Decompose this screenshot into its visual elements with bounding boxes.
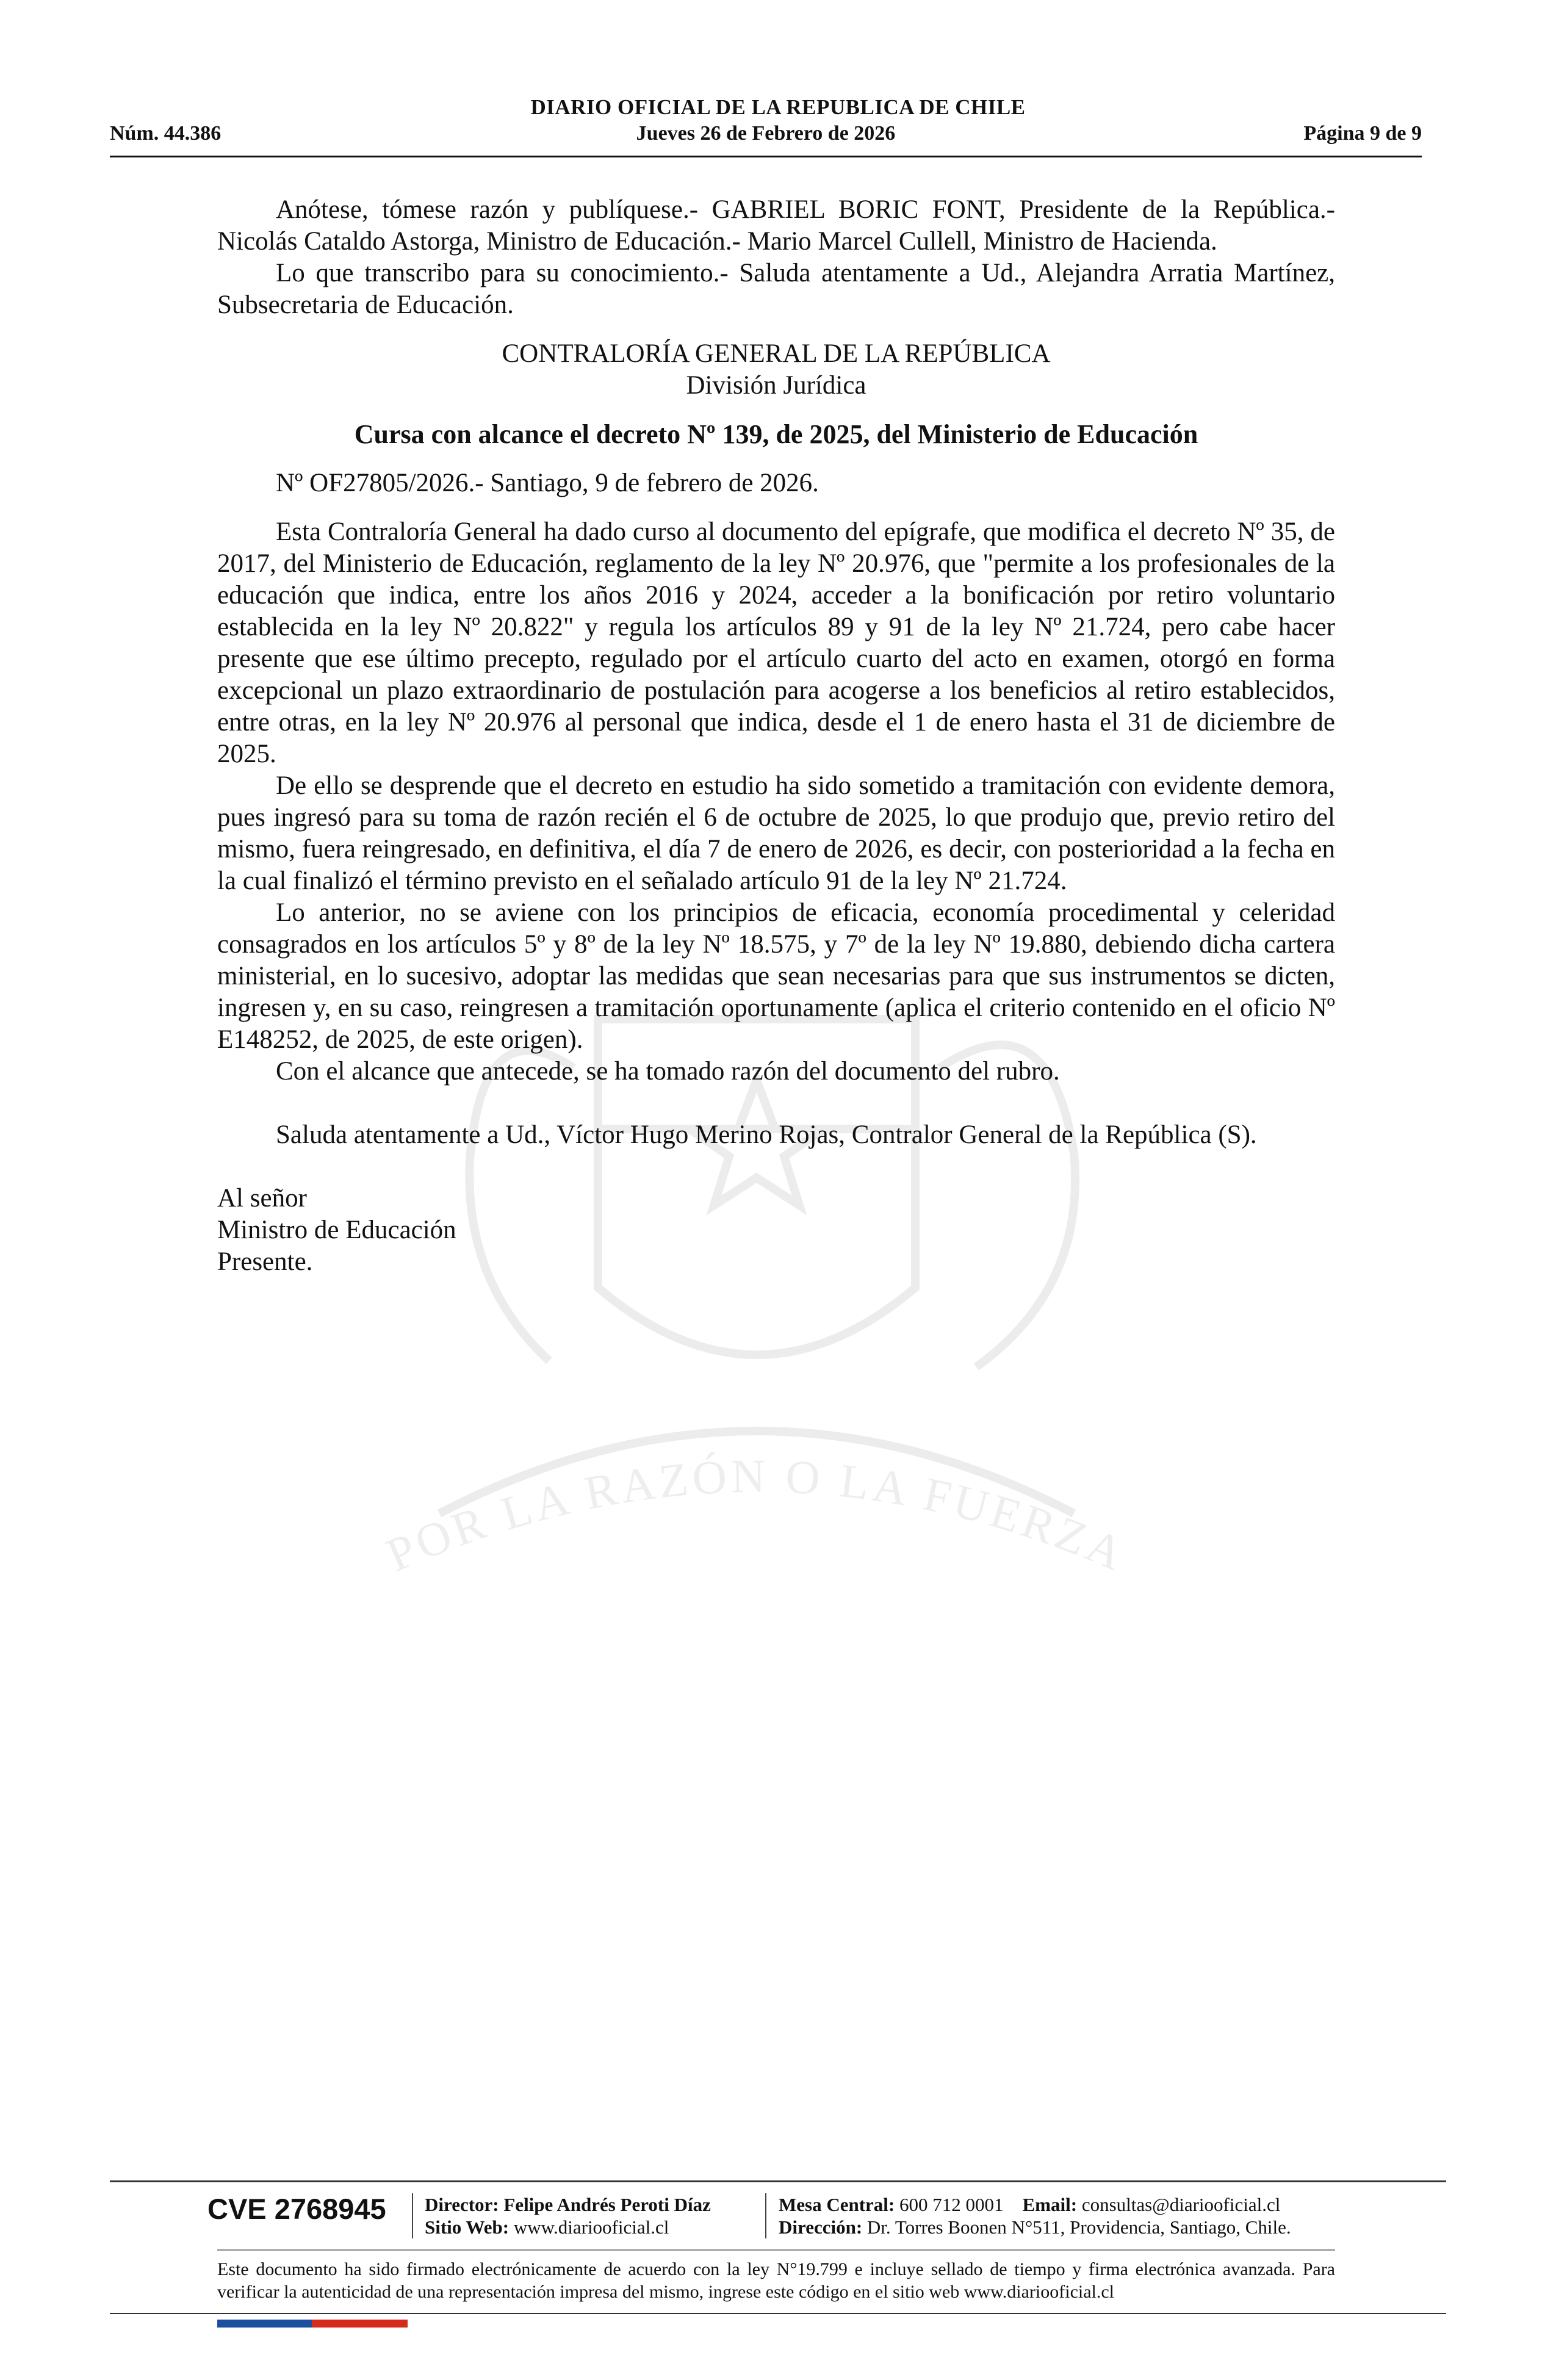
phone-value: 600 712 0001 [899, 2194, 1004, 2215]
paragraph-closing: Saluda atentamente a Ud., Víctor Hugo Merino Rojas, Contralor General de la República (S). [276, 1120, 1257, 1149]
footer-divider-mid [217, 2249, 1335, 2251]
paragraph-signatories: Anótese, tómese razón y publíquese.- GABRIEL BORIC FONT, Presidente de la República.- Nicolás Cataldo Astorga, Ministro de Educación.- Mario Marcel Cullell, Ministro de Hacienda. [217, 195, 1335, 256]
director-label: Director: [425, 2194, 499, 2215]
paragraph-delay: De ello se desprende que el decreto en estudio ha sido sometido a tramitación con evidente demora, pues ingresó para su toma de razón recién el 6 de octubre de 2025, lo que produjo que, previo retiro del mismo, fuera reingresado, en definitiva, el día 7 de enero de 2026, es decir, con posterioridad a la fecha en la cual finalizó el término previsto en el señalado artículo 91 de la ley Nº 21.724. [217, 771, 1335, 895]
motto-text: POR LA RAZÓN O LA FUERZA [378, 1449, 1135, 1582]
document-body [217, 194, 1335, 1278]
organization-name: CONTRALORÍA GENERAL DE LA REPÚBLICA [502, 339, 1051, 368]
footer-separator [412, 2193, 413, 2238]
director-value: Felipe Andrés Peroti Díaz [503, 2194, 711, 2215]
reference-line: Nº OF27805/2026.- Santiago, 9 de febrero de 2026. [276, 469, 819, 497]
paragraph-decree: Esta Contraloría General ha dado curso al documento del epígrafe, que modifica el decreto Nº 35, de 2017, del Ministerio de Educación, reglamento de la ley Nº 20.976, que "permite a los profesionales de la educación que indica, entre los años 2016 y 2024, acceder a la bonificación por retiro voluntario establecida en la ley Nº 20.822" y regula los artículos 89 y 91 de la ley Nº 21.724, pero cabe hacer presente que ese último precepto, regulado por el artículo cuarto del acto en examen, otorgó en forma excepcional un plazo extraordinario de postulación para acogerse a los beneficios al retiro establecidos, entre otras, en la ley Nº 20.976 al personal que indica, desde el 1 de enero hasta el 31 de diciembre de 2025. [217, 517, 1335, 768]
email-link[interactable]: consultas@diariooficial.cl [1081, 2194, 1281, 2215]
division-name: División Jurídica [686, 371, 866, 400]
header-row [110, 122, 1422, 150]
document-title: Cursa con alcance el decreto Nº 139, de 2025, del Ministerio de Educación [354, 419, 1198, 449]
footer-divider-bottom [110, 2313, 1446, 2314]
address-label: Dirección: [779, 2216, 863, 2238]
svg-text:POR LA RAZÓN O LA FUERZA [379, 1449, 1134, 1582]
authenticity-note: Este documento ha sido firmado electrónicamente de acuerdo con la ley N°19.799 e incluye sellado de tiempo y firma electrónica avanzada. Para verificar la autenticidad de una representación impresa del mismo, ingrese este código en el sitio web www.diariooficial.cl [217, 2259, 1335, 2302]
paragraph-transcription: Lo que transcribo para su conocimiento.- Saluda atentamente a Ud., Alejandra Arratia Martínez, Subsecretaria de Educación. [217, 259, 1335, 319]
addressee-line-1: Al señor [217, 1184, 307, 1213]
addressee-line-2: Ministro de Educación [217, 1216, 456, 1244]
paragraph-scope: Con el alcance que antecede, se ha tomado razón del documento del rubro. [276, 1057, 1060, 1086]
cve-code: CVE 2768945 [207, 2193, 386, 2225]
footer-contact-block [779, 2193, 1291, 2238]
footer-director-block [425, 2193, 711, 2238]
issue-date: Jueves 26 de Febrero de 2026 [636, 122, 896, 145]
publication-title: DIARIO OFICIAL DE LA REPUBLICA DE CHILE [530, 95, 1026, 119]
addressee-line-3: Presente. [217, 1247, 313, 1276]
page-number: Página 9 de 9 [1303, 122, 1422, 145]
address-value: Dr. Torres Boonen N°511, Providencia, Santiago, Chile. [866, 2216, 1291, 2238]
paragraph-principles: Lo anterior, no se aviene con los principios de eficacia, economía procedimental y celeridad consagrados en los artículos 5º y 8º de la ley Nº 18.575, y 7º de la ley Nº 19.880, debiendo dicha cartera ministerial, en lo sucesivo, adoptar las medidas que sean necesarias para que sus instrumentos se dicten, ingresen y, en su caso, reingresen a tramitación oportunamente (aplica el criterio contenido en el oficio Nº E148252, de 2025, de este origen). [217, 898, 1335, 1054]
email-label: Email: [1022, 2194, 1078, 2215]
flag-stripe-red [312, 2320, 408, 2328]
flag-stripe-blue [217, 2320, 312, 2328]
header-divider [110, 156, 1422, 157]
website-link[interactable]: www.diariooficial.cl [513, 2216, 669, 2238]
issue-number: Núm. 44.386 [110, 122, 222, 145]
footer-divider-top [110, 2180, 1446, 2182]
phone-label: Mesa Central: [779, 2194, 895, 2215]
website-label: Sitio Web: [425, 2216, 510, 2238]
footer-separator [765, 2193, 766, 2238]
